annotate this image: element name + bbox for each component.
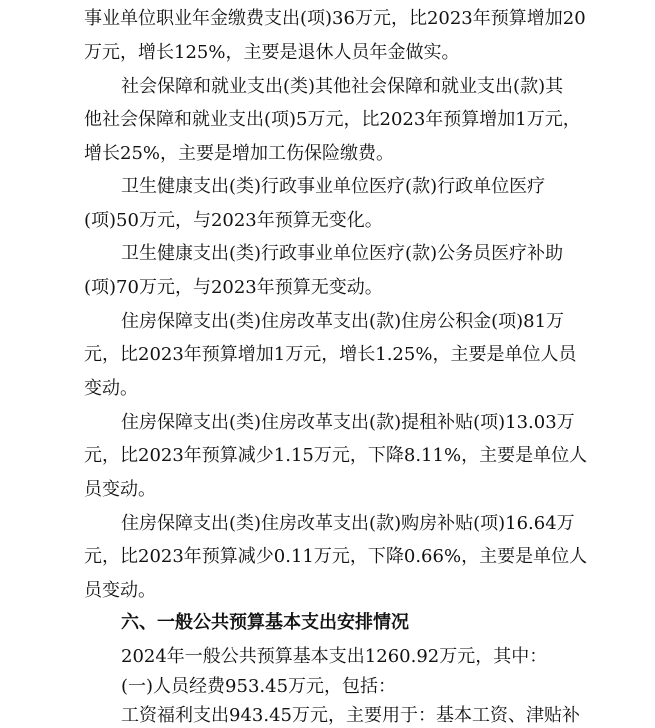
paragraph-line: (项)70万元，与2023年预算无变动。	[84, 277, 383, 298]
paragraph-line: 增长25%，主要是增加工伤保险缴费。	[84, 143, 395, 164]
paragraph-line: 卫生健康支出(类)行政事业单位医疗(款)行政单位医疗	[121, 176, 546, 197]
personnel-expense-line: (一)人员经费953.45万元，包括：	[121, 676, 397, 697]
paragraph-line: 元，比2023年预算增加1万元，增长1.25%，主要是单位人员	[84, 344, 577, 365]
paragraph-line: 住房保障支出(类)住房改革支出(款)提租补贴(项)13.03万	[121, 412, 575, 433]
section-heading: 六、一般公共预算基本支出安排情况	[121, 612, 409, 633]
paragraph-line: 住房保障支出(类)住房改革支出(款)住房公积金(项)81万	[121, 311, 565, 332]
paragraph-line: 员变动。	[84, 580, 156, 601]
paragraph-line: 元，比2023年预算减少0.11万元，下降0.66%，主要是单位人	[84, 546, 588, 567]
paragraph-line: 变动。	[84, 378, 138, 399]
paragraph-line: 他社会保障和就业支出(项)5万元，比2023年预算增加1万元，	[84, 109, 581, 130]
paragraph-line: 员变动。	[84, 479, 156, 500]
paragraph-line: 卫生健康支出(类)行政事业单位医疗(款)公务员医疗补助	[121, 243, 564, 264]
paragraph-line: 住房保障支出(类)住房改革支出(款)购房补贴(项)16.64万	[121, 513, 575, 534]
salary-expense-line: 工资福利支出943.45万元，主要用于：基本工资、津贴补	[121, 705, 580, 726]
paragraph-line: 万元，增长125%，主要是退休人员年金做实。	[84, 42, 460, 63]
paragraph-line: 社会保障和就业支出(类)其他社会保障和就业支出(款)其	[121, 76, 564, 97]
paragraph-line: (项)50万元，与2023年预算无变化。	[84, 210, 383, 231]
paragraph-line: 元，比2023年预算减少1.15万元，下降8.11%，主要是单位人	[84, 445, 588, 466]
summary-line: 2024年一般公共预算基本支出1260.92万元，其中：	[121, 646, 548, 667]
paragraph-line: 事业单位职业年金缴费支出(项)36万元，比2023年预算增加20	[84, 8, 586, 29]
